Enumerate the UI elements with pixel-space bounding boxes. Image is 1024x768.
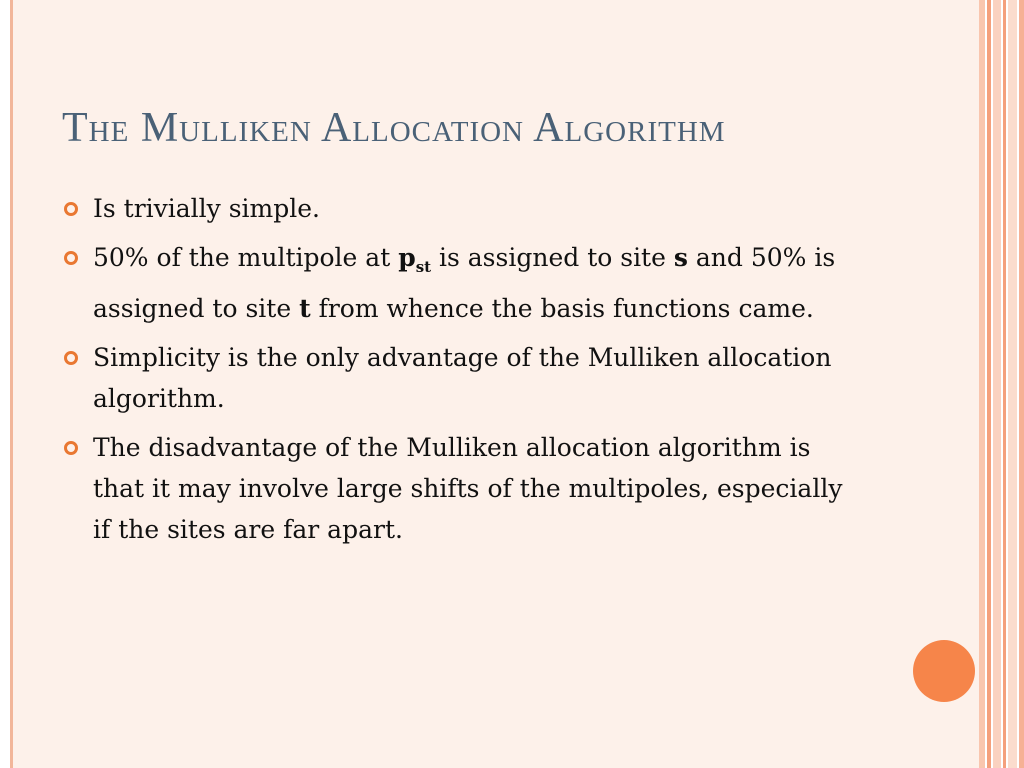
multipole-symbol: p [398, 243, 416, 272]
decorative-stripe [1008, 0, 1017, 768]
bullet-text: Is trivially simple. [93, 194, 321, 223]
bullet-marker-icon [64, 202, 78, 216]
bullet-marker-icon [64, 441, 78, 455]
bullet-text: from whence the basis functions came. [310, 294, 814, 323]
decorative-stripe [987, 0, 991, 768]
bullet-item [64, 188, 864, 229]
site-s-label: s [673, 243, 688, 272]
bullet-marker-icon [64, 351, 78, 365]
bullet-text: is assigned to site [431, 243, 674, 272]
bullet-text: and 50% is assigned to site [93, 243, 836, 323]
decorative-circle-icon [913, 640, 975, 702]
bullet-item [64, 427, 864, 550]
bullet-text: 50% of the multipole at [93, 243, 399, 272]
bullet-item [64, 237, 864, 329]
decorative-stripe [993, 0, 1001, 768]
bullet-list [64, 188, 864, 558]
slide-title: The Mulliken Allocation Algorithm [62, 105, 726, 151]
bullet-marker-icon [64, 251, 78, 265]
decorative-stripe [979, 0, 985, 768]
site-t-label: t [299, 294, 311, 323]
decorative-stripe [1019, 0, 1024, 768]
multipole-subscript: st [415, 258, 432, 276]
bullet-text: The disadvantage of the Mulliken allocation algorithm is that it may involve large shifts of the multipoles, especially if the sites are far apart. [93, 433, 843, 544]
bullet-item [64, 337, 864, 419]
bullet-text: Simplicity is the only advantage of the Mulliken allocation algorithm. [93, 343, 832, 413]
decorative-stripe [1003, 0, 1006, 768]
